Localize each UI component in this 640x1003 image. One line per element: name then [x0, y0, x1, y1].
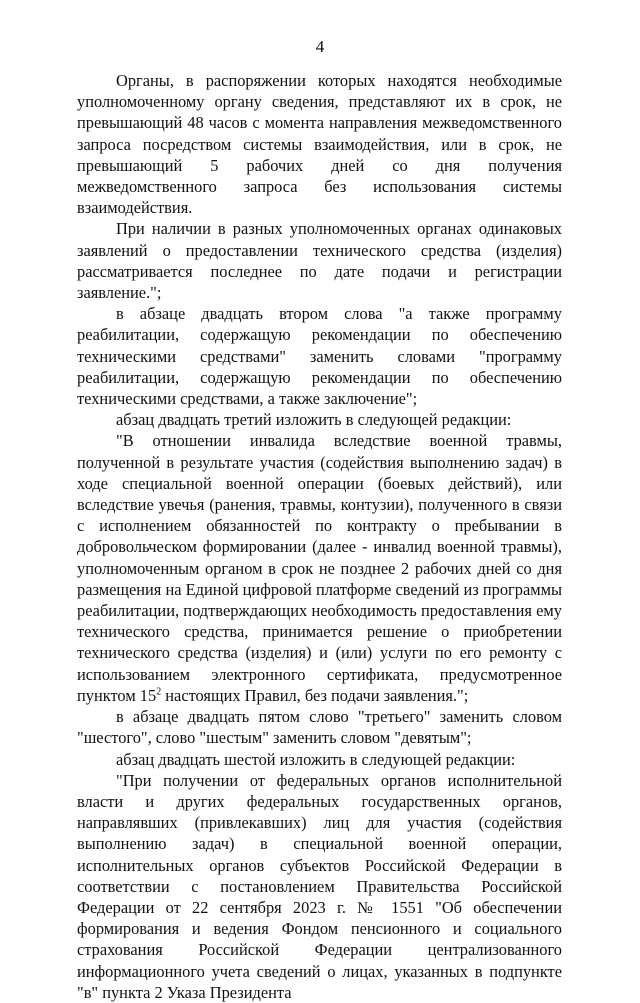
paragraph-5-tail: настоящих Правил, без подачи заявления."; — [161, 685, 469, 705]
paragraph-2: При наличии в разных уполномоченных органах одинаковых заявлений о предоставлении технического средства (изделия) рассматривается последнее по дате подачи и регистрации заявление."; — [77, 219, 562, 303]
paragraph-6: в абзаце двадцать пятом слово "третьего" заменить словом "шестого", слово "шестым" заменить словом "девятым"; — [77, 707, 562, 748]
paragraph-3: в абзаце двадцать втором слова "а также программу реабилитации, содержащую рекомендации по обеспечению техническими средствами" заменить словами "программу реабилитации, содержащую рекомендации по обеспечению техническими средствами, а также заключение"; — [77, 304, 562, 409]
paragraph-1: Органы, в распоряжении которых находятся необходимые уполномоченному органу сведения, представляют их в срок, не превышающий 48 часов с момента направления межведомственного запроса посредством системы взаимодействия, или в срок, не превышающий 5 рабочих дней со дня получения межведомственного запроса без использования системы взаимодействия. — [77, 71, 562, 218]
paragraph-5-text: "В отношении инвалида вследствие военной травмы, полученной в результате участия (содействия выполнению задач) в ходе специальной военной операции (боевых действий), или вследствие увечья (ранения, травмы, контузии), полученного в связи с исполнением обязанностей по контракту о пребывании в добровольческом формировании (далее - инвалид военной травмы), уполномоченным органом в срок не позднее 2 рабочих дней со дня размещения на Единой цифровой платформе сведений из программы реабилитации, подтверждающих необходимость предоставления ему технического средства, принимается решение о приобретении технического средства (изделия) и (или) услуги по его ремонту с использованием электронного сертификата, предусмотренное пунктом 15 — [77, 431, 562, 705]
paragraph-5 — [77, 430, 562, 706]
paragraph-7: абзац двадцать шестой изложить в следующей редакции: — [116, 749, 516, 769]
paragraph-4: абзац двадцать третий изложить в следующей редакции: — [116, 410, 512, 430]
page-number: 4 — [315, 37, 325, 56]
document-body — [77, 70, 562, 1003]
paragraph-8: "При получении от федеральных органов исполнительной власти и других федеральных государственных органов, направлявших (привлекавших) лиц для участия (содействия выполнению задач) в специальной военной операции, исполнительных органов субъектов Российской Федерации в соответствии с постановлением Правительства Российской Федерации от 22 сентября 2023 г. № 1551 "Об обеспечении формирования и ведения Фондом пенсионного и социального страхования Российской Федерации централизованного информационного учета сведений о лицах, указанных в подпункте "в" пункта 2 Указа Президента — [77, 770, 562, 1002]
paragraph-5-superscript: 2 — [156, 686, 162, 698]
